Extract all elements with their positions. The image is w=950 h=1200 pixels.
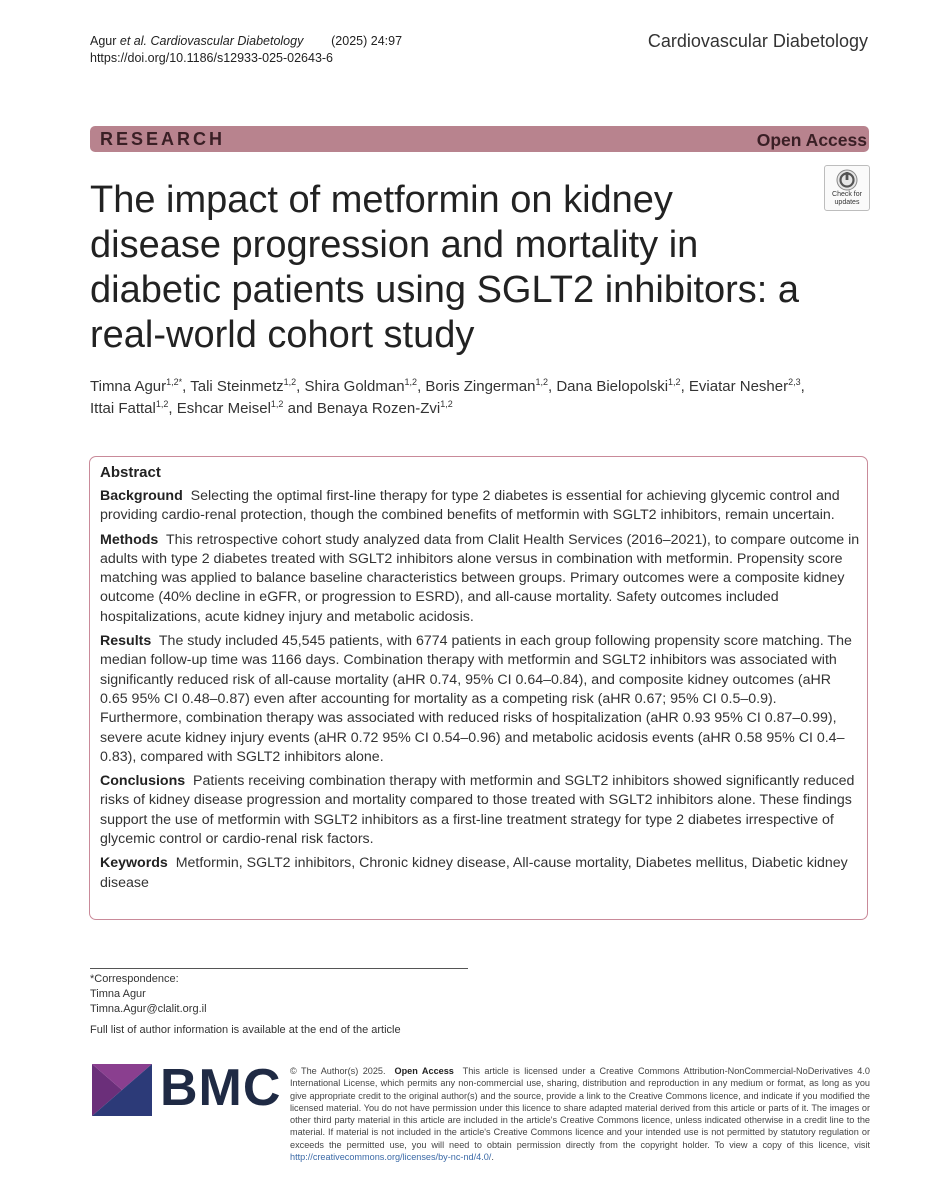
methods-text: This retrospective cohort study analyzed data from Clalit Health Services (2016–2021), to compare outcome in adults with type 2 diabetes treated with SGLT2 inhibitors alone versus in combination with metformin. Propensity score matching was applied to balance baseline characteristics between groups. Primary outcomes were a composite kidney outcome (40% decline in eGFR, or progression to ESRD), and all-cause mortality. Safety outcomes included hospitalizations, acute kidney injury and metabolic acidosis. [100,531,860,625]
bmc-logo-icon [92,1064,152,1116]
results-text: The study included 45,545 patients, with 6774 patients in each group following propensity score matching. The median follow-up time was 1166 days. Combination therapy with metformin and SGLT2 inhibitors was associated with significantly reduced risk of all-cause mortality (aHR 0.74, 95% CI 0.64–0.84), and composite kidney outcomes (aHR 0.65 95% CI 0.48–0.87) even after accounting for mortality as a competing risk (aHR 0.67; 95% CI 0.5–0.9). Furthermore, combination therapy was associated with reduced risks of hospitalization (aHR 0.93 95% CI 0.87–0.99), severe acute kidney injury events (aHR 0.72 95% CI 0.54–0.96) and metabolic acidosis events (aHR 0.58 95% CI 0.4–0.83), compared with SGLT2 inhibitors alone. [100,633,852,765]
license-text [290,1065,870,1163]
author [190,378,296,395]
correspondence-name: Timna Agur [90,988,146,1000]
citation-authors: Agur [90,34,117,48]
author-affiliation: 1,2 [283,377,297,387]
author-affiliation: 1,2 [440,399,453,409]
author [90,400,168,417]
check-for-updates-badge[interactable] [824,165,870,211]
author-name: Benaya Rozen-Zvi [316,400,441,417]
conclusions-text: Patients receiving combination therapy with metformin and SGLT2 inhibitors showed significantly reduced risks of kidney disease progression and mortality compared to those treated with SGLT2 inhibitors alone. These findings support the use of metformin with SGLT2 inhibitors as a first-line treatment strategy for type 2 diabetes irrespective of glycemic control or cardio-renal risk factors. [100,773,855,848]
author-affiliation: 1,2 [270,399,284,409]
bmc-logo-text: BMC [160,1059,282,1117]
background-text: Selecting the optimal first-line therapy for type 2 diabetes is essential for achieving glycemic control and providing cardio-renal protection, though the combined benefits of metformin with SGLT2 inhibitors, remain uncertain. [100,488,840,524]
author-name: Tali Steinmetz [190,378,284,395]
author [304,378,417,395]
results-label: Results [100,633,152,650]
author-name: Eviatar Nesher [688,378,789,395]
conclusions-label: Conclusions [100,773,186,790]
keywords-text: Metformin, SGLT2 inhibitors, Chronic kidney disease, All-cause mortality, Diabetes mellitus, Diabetic kidney disease [100,855,848,891]
abstract-conclusions [100,772,860,849]
badge-text [825,191,869,207]
author-info-note: Full list of author information is available at the end of the article [90,1024,401,1036]
correspondence [90,972,207,1017]
citation-et-al: et al. [119,34,147,48]
section-label: RESEARCH [100,129,226,149]
author [177,400,284,417]
author-affiliation: 2,3 [788,377,801,387]
author-affiliation: 1,2 [535,377,548,387]
author-name: Timna Agur [90,378,167,395]
citation-journal: Cardiovascular Diabetology [150,34,304,48]
abstract-methods [100,531,860,627]
article-title: The impact of metformin on kidney disease progression and mortality in diabetic patients using SGLT2 inhibitors: a real-world cohort study [90,179,800,356]
open-access-label: Open Access [756,130,867,150]
author [425,378,548,395]
footnote-rule [90,968,468,969]
license-link-end: . [491,1152,494,1163]
author [556,378,680,395]
author-affiliation: 1,2 [155,399,169,409]
journal-name: Cardiovascular Diabetology [647,31,868,51]
author-affiliation: 1,2 [668,377,681,387]
methods-label: Methods [100,531,159,548]
license-open-access: Open Access [394,1066,454,1076]
author-name: Eshcar Meisel [176,400,271,417]
author [689,378,801,395]
abstract-background [100,487,860,526]
keywords-label: Keywords [100,855,168,872]
abstract-keywords [100,854,860,893]
author-affiliation: 1,2* [166,377,183,387]
author [90,378,182,395]
citation-year-volume: (2025) 24:97 [331,34,403,48]
correspondence-email[interactable]: Timna.Agur@clalit.org.il [90,1003,207,1015]
abstract-heading: Abstract [100,464,161,481]
author-name: Ittai Fattal [90,400,156,417]
correspondence-label: *Correspondence: [90,973,179,985]
background-label: Background [100,488,183,504]
copyright: © The Author(s) 2025. [290,1066,386,1076]
abstract-results [100,632,860,767]
license-body: This article is licensed under a Creative Commons Attribution-NonCommercial-NoDerivatives 4.0 International License, which permits any non-commercial use, sharing, distribution and reproduction in any medium or format, as long as you give appropriate credit to the original author(s) and the source, provide a link to the Creative Commons licence, and indicate if you modified the licensed material. You do not have permission under this licence to share adapted material derived from this article or parts of it. The images or other third party material in this article are included in the article's Creative Commons licence, unless indicated otherwise in a credit line to the material. If material is not included in the article's Creative Commons licence and your intended use is not permitted by statutory regulation or exceeds the permitted use, you will need to obtain permission directly from the copyright holder. To view a copy of this licence, visit [290,1066,870,1150]
doi-link[interactable]: https://doi.org/10.1186/s12933-025-02643-6 [90,51,334,65]
author-name: Dana Bielopolski [556,378,669,395]
citation-line [90,33,402,50]
check-updates-icon [836,169,858,191]
badge-line-1: Check for [832,191,862,198]
abstract [100,463,860,898]
author-affiliation: 1,2 [404,377,418,387]
badge-line-2: updates [834,199,860,206]
running-header [90,33,402,67]
author-name: Shira Goldman [304,378,405,395]
license-link[interactable]: http://creativecommons.org/licenses/by-nc-nd/4.0/ [290,1152,492,1163]
author [317,400,453,417]
author-list: Timna Agur$^{1,2*}$, Tali Steinmetz$^{1,2}$, Shira Goldman$^{1,2}$, Boris Zingerman$^{1,2}$, Dana Bielopolski$^{1,2}$, Eviatar Nesher$^{2,3}$, Ittai Fattal$^{1,2}$, Eshcar Meisel$^{1,2}$ and Benaya Rozen-Zvi$^{1,2}$ [90,377,805,417]
author-name: Boris Zingerman [425,378,536,395]
